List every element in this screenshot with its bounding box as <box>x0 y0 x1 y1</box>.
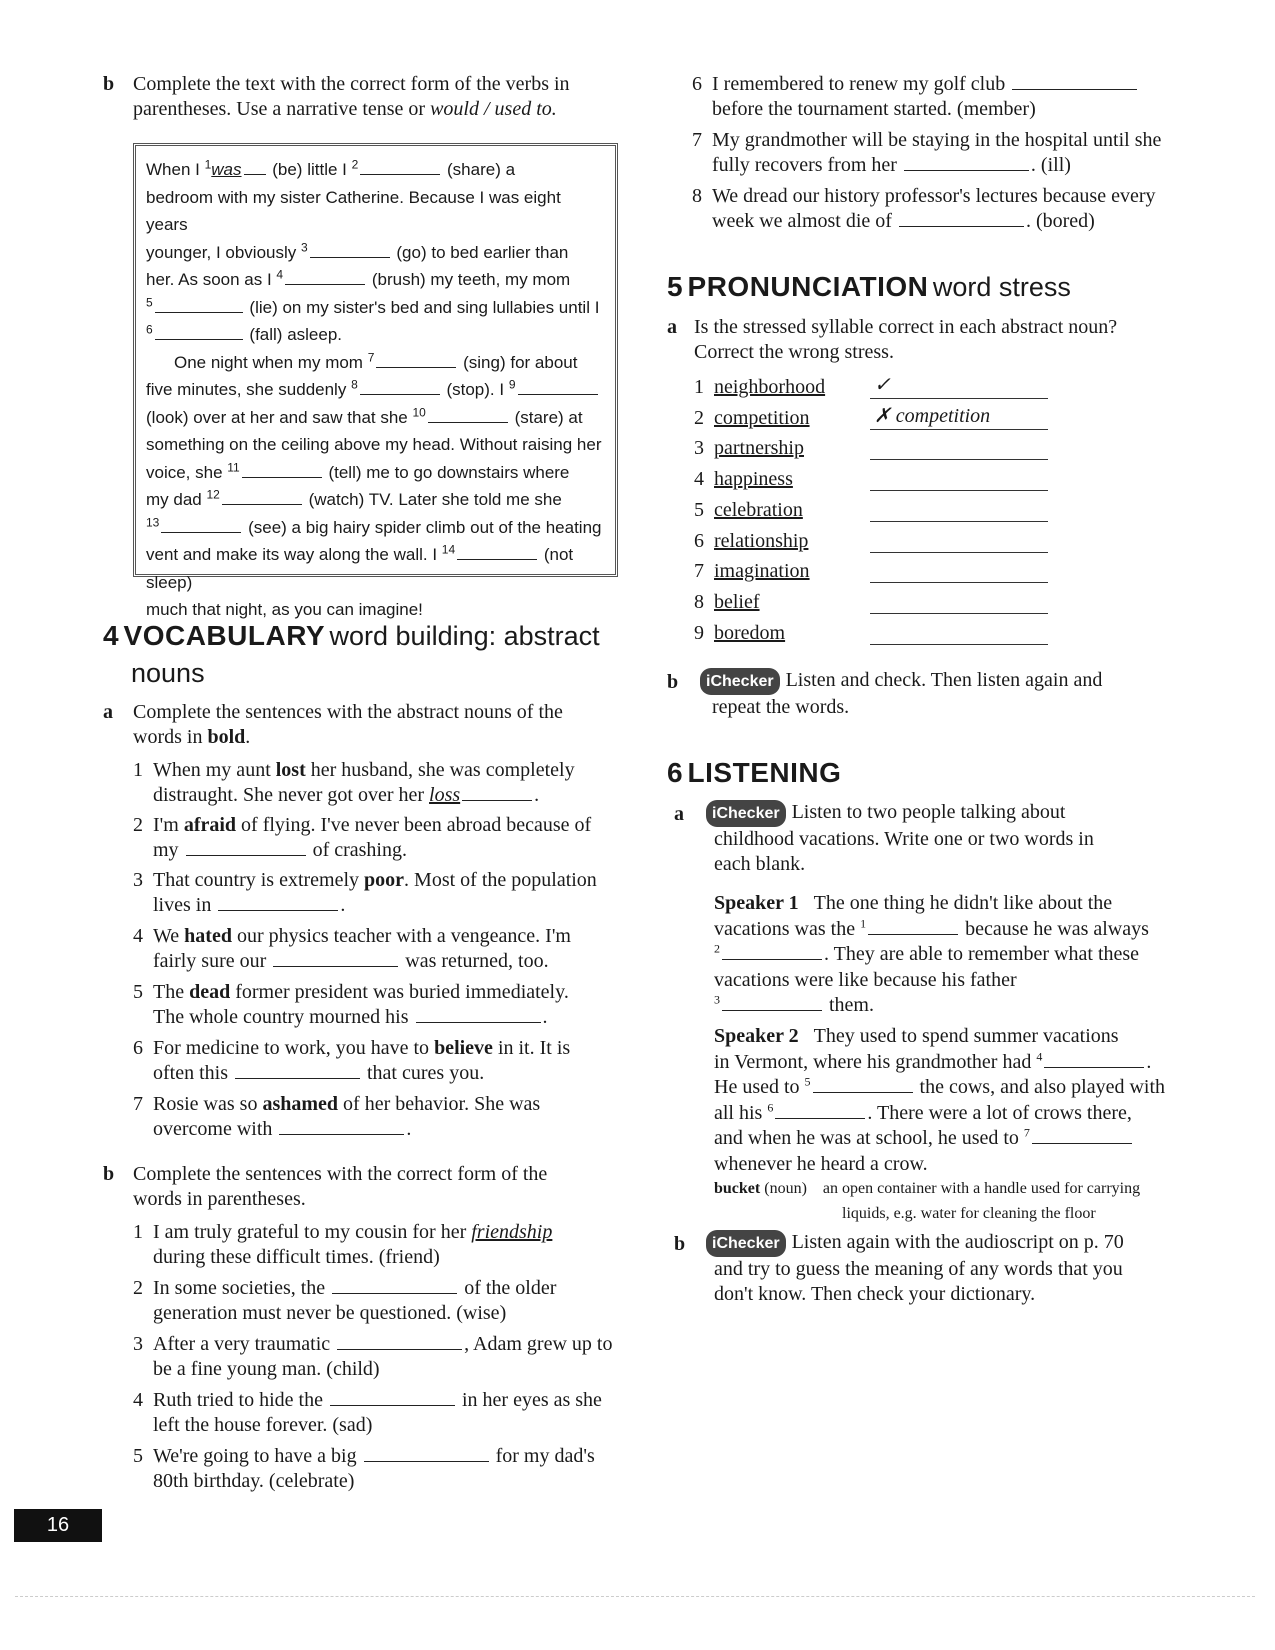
speaker2-text: Speaker 2 They used to spend summer vacations in Vermont, where his grandmother had $^4$ . He used to $^5$ the cows, and also played with all his $^6$ . There were a lot of crows there, and when he was at school, he used to $^7$ whenever he heard a crow. <box>714 1025 1166 1175</box>
answer-line[interactable] <box>870 490 1048 491</box>
sec4b-item: 2 In some societies, the of the older generation must never be questioned. (wise) <box>133 1277 557 1324</box>
pronunciation-item: 8 belief <box>694 590 760 613</box>
pronunciation-answer: ✓ <box>874 374 891 396</box>
sec4a-item: 3 That country is extremely poor. Most of the population lives in . <box>133 869 597 916</box>
sec4b-item: 4 Ruth tried to hide the in her eyes as she left the house forever. (sad) <box>133 1389 602 1436</box>
pronunciation-answer: ✗ competition <box>874 404 991 427</box>
sec4b-item: 5 We're going to have a big for my dad's 80th birthday. (celebrate) <box>133 1445 595 1492</box>
sec4b-label: b <box>103 1163 115 1185</box>
pronunciation-item: 3 partnership <box>694 437 804 460</box>
sec5b-label: b <box>667 671 679 693</box>
sec4b-item: 1 I am truly grateful to my cousin for her friendship during these difficult times. (friend) <box>133 1221 553 1268</box>
sec4a-instructions: Complete the sentences with the abstract nouns of the words in bold. <box>133 701 563 748</box>
answer-line[interactable] <box>870 613 1048 614</box>
pronunciation-item: 6 relationship <box>694 529 809 552</box>
sec6b-label: b <box>674 1233 686 1255</box>
sec4a-item: 1 When my aunt lost her husband, she was completely distraught. She never got over her loss . <box>133 759 575 806</box>
footer-divider <box>15 1596 1255 1597</box>
answer-line[interactable] <box>870 459 1048 460</box>
vocabulary-heading: 4 VOCABULARY word building: abstract nouns <box>103 620 600 688</box>
pronunciation-item: 2 competition <box>694 406 810 429</box>
sec4a-label: a <box>103 701 113 723</box>
sec5b-instructions: iChecker Listen and check. Then listen again and repeat the words. <box>700 668 1220 720</box>
page-number: 16 <box>14 1509 102 1542</box>
pronunciation-item: 4 happiness <box>694 468 793 491</box>
sec4b-item: 8 We dread our history professor's lectures because every week we almost die of . (bored) <box>692 185 1156 232</box>
sec4a-item: 2 I'm afraid of flying. I've never been abroad because of my of crashing. <box>133 814 592 861</box>
pronunciation-heading: 5 PRONUNCIATION word stress <box>667 271 1071 302</box>
sec5a-instructions: Is the stressed syllable correct in each abstract noun? Correct the wrong stress. <box>694 316 1118 363</box>
answer-line[interactable] <box>870 429 1048 430</box>
ichecker-badge[interactable]: iChecker <box>700 668 780 695</box>
sec6a-label: a <box>674 803 684 825</box>
glossary-entry: bucket (noun) an open container with a handle used for carrying liquids, e.g. water for cleaning the floor <box>714 1180 1141 1222</box>
sec4b-item: 7 My grandmother will be staying in the hospital until she fully recovers from her . (ill) <box>692 129 1162 176</box>
sec4b-instructions: Complete the sentences with the correct form of the words in parentheses. <box>133 1163 548 1210</box>
sec6b-instructions: iChecker Listen again with the audioscript on p. 70 and try to guess the meaning of any words that you don't know. Then check your dictionary. <box>706 1230 1226 1307</box>
answer-line[interactable] <box>870 552 1048 553</box>
sec4b-item: 3 After a very traumatic , Adam grew up to be a fine young man. (child) <box>133 1333 613 1380</box>
sec6a-instructions: iChecker Listen to two people talking about childhood vacations. Write one or two words in each blank. <box>706 800 1226 877</box>
answer-line[interactable] <box>870 582 1048 583</box>
ichecker-badge[interactable]: iChecker <box>706 800 786 827</box>
pronunciation-item: 7 imagination <box>694 560 810 583</box>
sec3b-instructions: Complete the text with the correct form of the verbs in parentheses. Use a narrative tense or would / used to. <box>133 73 570 120</box>
pronunciation-item: 1 neighborhood <box>694 376 826 398</box>
sec4b-item: 6 I remembered to renew my golf club before the tournament started. (member) <box>692 72 1212 122</box>
listening-heading: 6 LISTENING <box>667 757 842 788</box>
sec3b-label: b <box>103 73 115 95</box>
answer-line[interactable] <box>870 521 1048 522</box>
answer-line[interactable] <box>870 644 1048 645</box>
sec4a-item: 5 The dead former president was buried immediately. The whole country mourned his . <box>133 981 569 1028</box>
narrative-text-box: When I $^1$was (be) little I $^2$ (share) a bedroom with my sister Catherine. Because I was eight years younger, I obviously $^3$ (go) to bed earlier than her. As soon as I $^4$ (brush) my teeth, my mom $^5$ (lie) on my sister's bed and sing lullabies until I $^6$ (fall) asleep. One night when my mom $^7$ (sing) for about five minutes, she suddenly $^8$ (stop). I $^9$ (look) over at her and saw that she $^{10}$ (stare) at something on the ceiling above my head. Without raising her voice, she $^{11}$ (tell) me to go downstairs where my dad $^{12}$ (watch) TV. Later she told me she $^{13}$ (see) a big hairy spider climb out of the heating vent and make its way along the wall. I $^{14}$ (not sleep) much that night, as you can imagine! <box>133 143 618 577</box>
sec5a-label: a <box>667 316 677 338</box>
sec4a-item: 6 For medicine to work, you have to believe in it. It is often this that cures you. <box>133 1037 571 1084</box>
ichecker-badge[interactable]: iChecker <box>706 1230 786 1257</box>
pronunciation-item: 9 boredom <box>694 621 786 644</box>
speaker1-text: Speaker 1 The one thing he didn't like about the vacations was the $^1$ because he was always $^2$ . They are able to remember what these vacations were like because his father $^3$ them. <box>714 892 1149 1016</box>
answer-line[interactable] <box>870 398 1048 399</box>
sec4a-item: 4 We hated our physics teacher with a vengeance. I'm fairly sure our was returned, too. <box>133 925 571 972</box>
pronunciation-item: 5 celebration <box>694 498 803 521</box>
sec4a-item: 7 Rosie was so ashamed of her behavior. She was overcome with . <box>133 1093 541 1140</box>
